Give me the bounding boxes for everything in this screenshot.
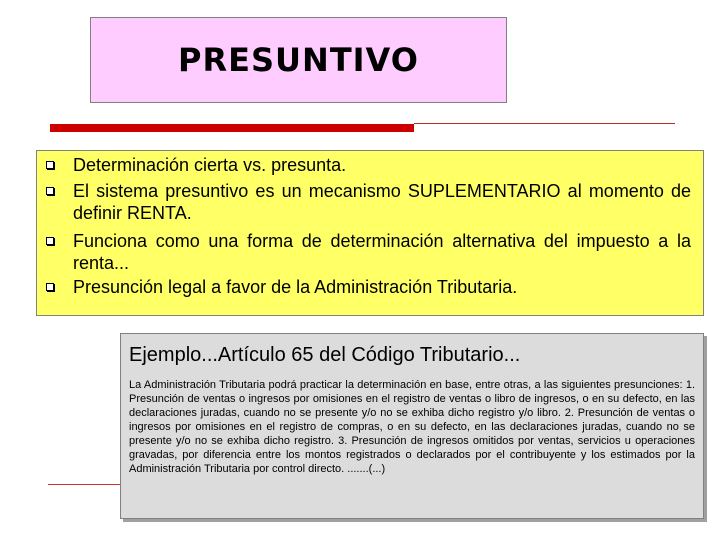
bullet-text: Determinación cierta vs. presunta.: [73, 155, 347, 175]
slide-title: PRESUNTIVO: [178, 41, 419, 79]
hollow-square-bullet-icon: [46, 161, 54, 169]
bullet-text: El sistema presuntivo es un mecanismo SUPLEMENTARIO al momento de definir RENTA.: [73, 181, 691, 223]
example-box: [120, 333, 704, 519]
bullet-item: [73, 230, 691, 274]
hollow-square-bullet-icon: [46, 187, 54, 195]
bullet-item: [73, 180, 691, 224]
example-body: La Administración Tributaria podrá practicar la determinación en base, entre otras, a las siguientes presunciones: 1. Presunción de ventas o ingresos por omisiones en el registro de ventas o libro de ingresos, o en su defecto, en las declaraciones juradas, cuando no se presente y/o no se exhiba dicho registro y/o libro. 2. Presunción de ventas o ingresos por omisiones en el registro de compras, o en su defecto, en las declaraciones juradas, cuando no se presente y/o no se exhiba dicho registro. 3. Presunción de ingresos omitidos por ventas, servicios u operaciones gravadas, por diferencia entre los montos registrados o declarados por el contribuyente y los estimados por la Administración Tributaria por control directo. .......(...): [129, 379, 695, 475]
thin-divider-line: [414, 123, 675, 124]
bullet-item: [73, 154, 691, 176]
hollow-square-bullet-icon: [46, 283, 54, 291]
example-title: Ejemplo...Artículo 65 del Código Tributario...: [129, 344, 521, 366]
bullet-text: Presunción legal a favor de la Administración Tributaria.: [73, 277, 518, 297]
title-box: [90, 17, 507, 103]
bullet-text: Funciona como una forma de determinación alternativa del impuesto a la renta...: [73, 231, 691, 273]
bullets-box: [36, 150, 704, 316]
bullet-item: [73, 276, 691, 298]
red-divider-bar: [50, 124, 414, 132]
hollow-square-bullet-icon: [46, 237, 54, 245]
